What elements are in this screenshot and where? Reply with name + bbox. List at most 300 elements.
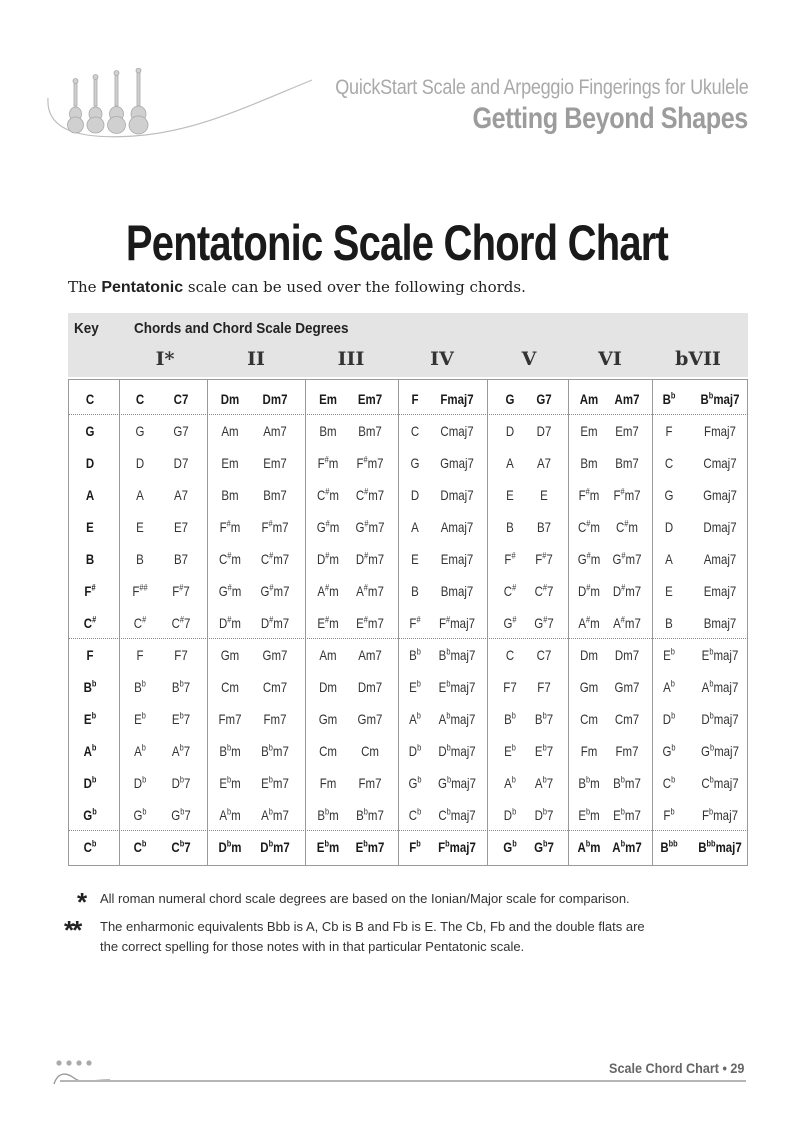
degree-header: II — [247, 348, 265, 370]
accidental-mark: b — [709, 774, 714, 785]
accidental-mark: b — [671, 710, 676, 721]
chord-cell: $E^bm$ — [316, 838, 340, 855]
chord-cell: E#m — [317, 614, 339, 631]
accidental-mark: b — [445, 838, 450, 849]
chord-cell: E — [136, 519, 144, 535]
chord-cell: $B^bm$ — [317, 806, 339, 823]
key-cell: C# — [83, 614, 97, 631]
chord-cell: Cm7 — [262, 679, 288, 695]
chord-cell: C# — [503, 582, 517, 599]
ukulele-icon — [68, 79, 84, 134]
accidental-mark: b — [542, 742, 547, 753]
chord-cell: $E^bmaj7$ — [701, 646, 739, 663]
chord-cell: G — [135, 423, 145, 439]
chord-cell: C — [505, 647, 515, 663]
accidental-mark: # — [586, 518, 591, 529]
footer-label — [609, 1060, 744, 1076]
accidental-mark: b — [709, 742, 715, 753]
ukulele-family-logo — [44, 68, 314, 148]
key-cell: F — [86, 647, 94, 663]
table-row — [68, 767, 748, 799]
accidental-mark: b — [226, 838, 232, 849]
chord-cell: $A^b7$ — [534, 774, 554, 791]
accidental-mark: b — [324, 838, 329, 849]
chord-cell: $C^b$ — [408, 806, 422, 823]
accidental-mark: bb — [706, 838, 716, 849]
chord-cell: G7 — [536, 391, 552, 407]
accidental-mark: # — [324, 454, 329, 465]
chord-cell: D#m7 — [355, 550, 385, 567]
chord-cell: $D^bmaj7$ — [438, 742, 476, 759]
accidental-mark: b — [363, 806, 368, 817]
chord-cell: A7 — [536, 455, 552, 471]
series-title: QuickStart Scale and Arpeggio Fingerings for Ukulele — [334, 76, 748, 99]
chord-cell: Gm — [220, 647, 240, 663]
accidental-mark: # — [179, 582, 184, 593]
key-cell: C — [85, 391, 95, 407]
chord-cell: D#m — [219, 614, 241, 631]
chord-cell: C#m — [317, 486, 339, 503]
chord-cell: $B^bm7$ — [613, 774, 641, 791]
chord-cell: F7 — [537, 679, 551, 695]
chord-cell: Gm7 — [614, 679, 640, 695]
chord-cell: E — [411, 551, 419, 567]
accidental-mark: # — [325, 486, 330, 497]
ukulele-icon — [87, 75, 104, 134]
table-row — [68, 415, 748, 447]
chord-cell: A — [665, 551, 673, 567]
chord-cell: $F^bmaj7$ — [701, 806, 739, 823]
accidental-mark: b — [141, 742, 146, 753]
key-cell: G — [85, 423, 95, 439]
chord-cell: Cm — [319, 743, 337, 759]
chord-cell: $E^b$ — [134, 710, 146, 727]
accidental-mark: # — [543, 614, 548, 625]
chord-cell: $E^b7$ — [171, 710, 191, 727]
chord-cell: Am7 — [358, 647, 382, 663]
chord-cell: C7 — [173, 391, 189, 407]
accidental-mark: b — [268, 774, 273, 785]
chord-cell: $B^b$ — [409, 646, 421, 663]
chord-cell: $B^b7$ — [534, 710, 554, 727]
accidental-mark: # — [91, 582, 96, 593]
key-cell: D — [85, 455, 95, 471]
accidental-mark: b — [511, 774, 516, 785]
table-row — [68, 799, 748, 831]
accidental-mark: # — [542, 550, 547, 561]
chord-cell: Am — [319, 647, 337, 663]
chord-cell: $E^bm7$ — [613, 806, 641, 823]
accidental-mark: # — [621, 550, 626, 561]
key-cell: A — [85, 487, 95, 503]
key-column-header: Key — [74, 320, 99, 337]
chord-cell: Gmaj7 — [440, 455, 474, 471]
accidental-mark: # — [363, 582, 368, 593]
accidental-mark: ## — [139, 582, 148, 593]
accidental-mark: b — [417, 742, 422, 753]
chord-cell: E — [665, 583, 673, 599]
accidental-mark: b — [543, 838, 548, 849]
chord-cell: Bmaj7 — [440, 583, 474, 599]
accidental-mark: # — [621, 582, 626, 593]
footer-rule — [60, 1080, 746, 1082]
chord-cell: G — [505, 391, 515, 407]
chord-cell: A#m7 — [356, 582, 384, 599]
chord-cell: B — [506, 519, 514, 535]
chord-cell: G#m — [577, 550, 601, 567]
accidental-mark: b — [511, 710, 516, 721]
accidental-mark: b — [671, 774, 676, 785]
chord-cell: B7 — [173, 551, 189, 567]
chord-cell: F#m7 — [261, 518, 289, 535]
key-cell: $C^b$ — [83, 838, 97, 855]
accidental-mark: b — [671, 742, 676, 753]
accidental-mark: # — [227, 582, 232, 593]
chord-cell: A#m — [578, 614, 600, 631]
accidental-mark: b — [268, 742, 273, 753]
accidental-mark: # — [446, 614, 451, 625]
chord-cell: Em7 — [615, 423, 639, 439]
chord-cell: G — [410, 455, 420, 471]
chord-cell: $D^b$ — [662, 710, 676, 727]
accidental-mark: b — [226, 774, 232, 785]
accidental-mark: b — [268, 838, 274, 849]
accidental-mark: # — [364, 550, 369, 561]
chord-cell: Dmaj7 — [703, 519, 737, 535]
chord-cell: Cm — [221, 679, 239, 695]
accidental-mark: b — [91, 774, 97, 785]
chord-cell: Gm — [579, 679, 599, 695]
key-cell: $A^b$ — [83, 742, 97, 759]
chord-cell: $E^b$ — [663, 646, 675, 663]
table-row — [68, 831, 748, 863]
accidental-mark: b — [709, 710, 714, 721]
chord-cell: F#m7 — [356, 454, 384, 471]
chord-cell: C7 — [536, 647, 552, 663]
accidental-mark: b — [670, 806, 675, 817]
accidental-mark: b — [417, 806, 422, 817]
chord-cell: B7 — [536, 519, 552, 535]
chord-cell: Fm7 — [263, 711, 287, 727]
accidental-mark: # — [585, 486, 590, 497]
page-title: Pentatonic Scale Chord Chart — [125, 215, 669, 271]
accidental-mark: b — [416, 678, 421, 689]
accidental-mark: # — [325, 550, 330, 561]
accidental-mark: b — [92, 806, 97, 817]
table-row — [68, 575, 748, 607]
chord-cell: G#m7 — [355, 518, 385, 535]
chord-cell: $G^b$ — [133, 806, 147, 823]
chord-cell: G#7 — [534, 614, 554, 631]
accidental-mark: # — [179, 614, 185, 625]
table-row — [68, 607, 748, 639]
key-cell: $E^b$ — [83, 710, 97, 727]
ukulele-icon — [108, 71, 126, 134]
chord-cell: F#maj7 — [438, 614, 476, 631]
chord-cell: $D^b7$ — [534, 806, 554, 823]
chord-cell: Em7 — [263, 455, 287, 471]
chord-cell: E — [506, 487, 514, 503]
chord-cell: Gmaj7 — [703, 487, 737, 503]
chord-cell: $B^b$ — [134, 678, 146, 695]
accidental-mark: b — [416, 646, 421, 657]
accidental-mark: b — [709, 678, 714, 689]
chord-cell: $B^bm$ — [578, 774, 600, 791]
accidental-mark: b — [363, 838, 368, 849]
chord-cell: $E^b7$ — [534, 742, 554, 759]
accidental-mark: # — [586, 550, 591, 561]
degree-header: III — [337, 348, 365, 370]
accidental-mark: # — [269, 614, 274, 625]
chord-cell: C#7 — [534, 582, 554, 599]
chord-cell: Gm7 — [357, 711, 383, 727]
chord-cell: $D^bm$ — [218, 838, 242, 855]
accidental-mark: b — [511, 742, 516, 753]
chord-cell: $G^b$ — [503, 838, 517, 855]
chord-cell: A — [411, 519, 419, 535]
chord-cell: Dmaj7 — [440, 487, 474, 503]
chord-cell: $D^b$ — [503, 806, 517, 823]
accidental-mark: b — [226, 806, 232, 817]
accidental-mark: # — [364, 518, 369, 529]
accidental-mark: b — [620, 774, 625, 785]
chord-cell: $B^bm7$ — [261, 742, 289, 759]
chord-cell: B — [665, 615, 673, 631]
accidental-mark: b — [142, 806, 147, 817]
ukulele-icon — [129, 68, 148, 134]
accidental-mark: b — [268, 806, 273, 817]
page-number: 29 — [729, 1060, 744, 1076]
chord-cell: $B^b$ — [504, 710, 516, 727]
chord-cell: $F^b$ — [663, 806, 675, 823]
footer-separator: • — [722, 1060, 727, 1076]
chord-cell: $B^bm7$ — [356, 806, 384, 823]
footnote-marker: * — [77, 887, 88, 917]
chord-cell: C#m — [578, 518, 600, 535]
accidental-mark: b — [542, 806, 548, 817]
chord-cell: D7 — [536, 423, 552, 439]
chord-cell: $G^b$ — [408, 774, 422, 791]
chord-cell: Am7 — [614, 391, 640, 407]
chord-cell: Emaj7 — [440, 551, 474, 567]
footnote-text: The enharmonic equivalents Bbb is A, Cb is B and Fb is E. The Cb, Fb and the double flats are — [100, 919, 645, 934]
chord-cell: Dm — [319, 679, 337, 695]
chord-cell: Emaj7 — [703, 583, 737, 599]
chord-cell: A#m7 — [613, 614, 641, 631]
chord-cell: C#m7 — [355, 486, 385, 503]
chord-cell: Em7 — [357, 391, 383, 407]
accidental-mark: # — [227, 614, 232, 625]
accidental-mark: b — [416, 710, 421, 721]
chord-cell: D7 — [173, 455, 189, 471]
accidental-mark: b — [446, 742, 451, 753]
chord-cell: E#m7 — [356, 614, 384, 631]
key-cell: E — [86, 519, 94, 535]
chord-cell: Am7 — [263, 423, 287, 439]
degree-header: IV — [430, 348, 454, 370]
chord-cell: F# — [504, 550, 516, 567]
accidental-mark: b — [180, 806, 185, 817]
chord-cell: D — [135, 455, 145, 471]
chord-cell: F#7 — [535, 550, 553, 567]
accidental-mark: # — [324, 614, 330, 625]
chord-cell: Fm7 — [358, 775, 382, 791]
accidental-mark: # — [624, 518, 629, 529]
chord-cell: C#m — [616, 518, 638, 535]
chord-cell: $F^b$ — [409, 838, 421, 855]
chord-cell: F — [665, 423, 673, 439]
intro-scale-name: Pentatonic — [101, 279, 184, 296]
chord-cell: $B^{bb}$ — [660, 838, 678, 855]
chord-cell: Fmaj7 — [440, 391, 474, 407]
accidental-mark: # — [416, 614, 421, 625]
chord-cell: F7 — [503, 679, 517, 695]
accidental-mark: b — [179, 742, 184, 753]
chord-cell: $B^bmaj7$ — [438, 646, 476, 663]
key-cell: $B^b$ — [83, 678, 97, 695]
chord-cell: $A^b$ — [663, 678, 675, 695]
chord-cell: Amaj7 — [440, 519, 474, 535]
chord-cell: Fm7 — [218, 711, 242, 727]
chord-cell: $C^bmaj7$ — [701, 774, 739, 791]
chord-cell: Cmaj7 — [440, 423, 474, 439]
accidental-mark: # — [325, 518, 330, 529]
chord-cell: Dm — [220, 391, 240, 407]
table-row — [68, 703, 748, 735]
table-row — [68, 639, 748, 671]
chord-cell: Am — [221, 423, 239, 439]
chord-cell: F#m7 — [613, 486, 641, 503]
chord-cell: A — [506, 455, 514, 471]
chord-cell: $A^bmaj7$ — [438, 710, 476, 727]
table-row — [68, 735, 748, 767]
chord-cell: $G^bmaj7$ — [701, 742, 739, 759]
accidental-mark: b — [141, 710, 146, 721]
accidental-mark: # — [142, 614, 147, 625]
chord-cell: Fmaj7 — [704, 423, 736, 439]
chord-cell: $D^b7$ — [171, 774, 191, 791]
accidental-mark: b — [91, 838, 97, 849]
chord-cell: $G^b$ — [662, 742, 676, 759]
accidental-mark: b — [512, 806, 517, 817]
chord-cell: Am — [579, 391, 599, 407]
accidental-mark: # — [269, 550, 274, 561]
chord-cell: $B^bmaj7$ — [700, 390, 740, 407]
chord-cell: G#m7 — [260, 582, 290, 599]
table-row — [68, 447, 748, 479]
table-row — [68, 479, 748, 511]
chord-cell: $A^bm$ — [219, 806, 241, 823]
key-cell: $G^b$ — [83, 806, 97, 823]
chord-cell: $C^b7$ — [171, 838, 191, 855]
chord-cell: Bm7 — [263, 487, 287, 503]
accidental-mark: b — [446, 806, 451, 817]
accidental-mark: b — [417, 774, 422, 785]
chord-cell: $E^b$ — [409, 678, 421, 695]
accidental-mark: b — [416, 838, 421, 849]
chord-cell: C — [135, 391, 145, 407]
accidental-mark: b — [179, 838, 185, 849]
accidental-mark: # — [511, 550, 516, 561]
accidental-mark: # — [363, 614, 368, 625]
chord-cell: G#m — [218, 582, 242, 599]
accidental-mark: b — [324, 806, 330, 817]
accidental-mark: # — [92, 614, 97, 625]
accidental-mark: b — [542, 774, 547, 785]
accidental-mark: b — [512, 838, 517, 849]
chord-cell: $C^b$ — [133, 838, 147, 855]
accidental-mark: # — [620, 486, 625, 497]
accidental-mark: # — [585, 614, 591, 625]
chord-cell: Cm — [580, 711, 598, 727]
intro-prefix: The — [68, 278, 102, 296]
chord-cell: Dm7 — [262, 391, 288, 407]
chord-cell: Bm — [221, 487, 239, 503]
chord-cell: $A^bm$ — [577, 838, 601, 855]
accidental-mark: # — [512, 614, 517, 625]
accidental-mark: # — [324, 582, 330, 593]
accidental-mark: b — [670, 646, 675, 657]
chord-cell: Bm — [319, 423, 337, 439]
chord-cell: F#7 — [172, 582, 190, 599]
chord-cell: F#m — [219, 518, 241, 535]
table-row — [68, 383, 748, 415]
chord-cell: F#m — [317, 454, 339, 471]
accidental-mark: # — [269, 582, 274, 593]
chords-column-header: Chords and Chord Scale Degrees — [134, 320, 349, 337]
book-subtitle: Getting Beyond Shapes — [472, 102, 748, 135]
accidental-mark: # — [364, 486, 369, 497]
accidental-mark: # — [542, 582, 548, 593]
chord-cell: $D^b$ — [408, 742, 422, 759]
chord-cell: Gm — [318, 711, 338, 727]
chord-cell: Fm — [580, 743, 598, 759]
accidental-mark: b — [179, 710, 184, 721]
footnote-marker: ** — [64, 915, 81, 945]
accidental-mark: # — [586, 582, 591, 593]
chord-cell: F## — [132, 582, 148, 599]
chord-cell: $E^bm$ — [578, 806, 600, 823]
chord-cell: Dm — [580, 647, 598, 663]
chord-cell: $D^bm7$ — [260, 838, 290, 855]
chord-cell: $E^b$ — [504, 742, 516, 759]
chord-cell: Bm7 — [358, 423, 382, 439]
chord-cell: C#m7 — [260, 550, 290, 567]
chord-cell: C#7 — [171, 614, 191, 631]
chord-cell: $C^b$ — [662, 774, 676, 791]
chord-cell: Amaj7 — [703, 551, 737, 567]
chord-cell: D — [505, 423, 515, 439]
degree-header: bVII — [675, 348, 721, 370]
accidental-mark: b — [91, 710, 97, 721]
accidental-mark: b — [585, 806, 591, 817]
chord-cell: Dm7 — [357, 679, 383, 695]
chord-cell: Cm7 — [614, 711, 640, 727]
accidental-mark: b — [446, 710, 451, 721]
accidental-mark: # — [227, 550, 232, 561]
chord-cell: Em — [580, 423, 598, 439]
chord-cell: G#m7 — [612, 550, 642, 567]
table-row — [68, 671, 748, 703]
chord-cell: G — [664, 487, 674, 503]
accidental-mark: # — [226, 518, 231, 529]
footer-ornament — [52, 1058, 112, 1088]
accidental-mark: b — [91, 742, 97, 753]
accidental-mark: b — [141, 838, 147, 849]
accidental-mark: # — [512, 582, 517, 593]
chord-cell: Cm — [361, 743, 379, 759]
chord-cell: $D^bmaj7$ — [701, 710, 739, 727]
